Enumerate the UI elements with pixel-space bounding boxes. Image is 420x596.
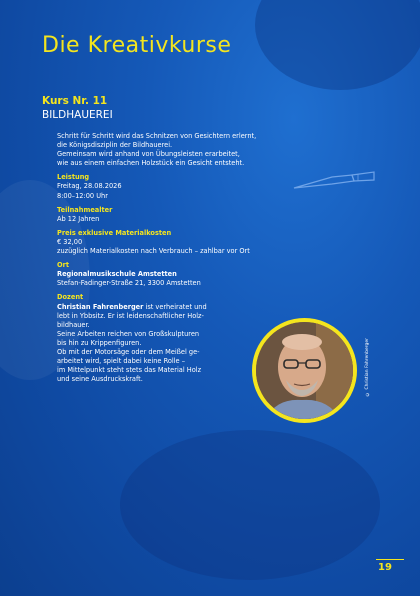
bio-line: bildhauer.: [57, 320, 90, 329]
intro-line: wie aus einem einfachen Holzstück ein Gesicht entsteht.: [57, 159, 245, 168]
price-value: [57, 238, 357, 256]
location-name: Regionalmusikschule Amstetten: [57, 270, 177, 279]
location-value: [57, 270, 357, 288]
instructor-name: Christian Fahrenberger: [57, 302, 144, 311]
intro-line: Gemeinsam wird anhand von Übungsleisten erarbeitet,: [57, 150, 240, 159]
page-number: 19: [378, 562, 392, 573]
portrait-image: [256, 322, 353, 419]
page-number-rule: [376, 559, 404, 560]
background-blot: [120, 430, 380, 580]
bio-line: Ob mit der Motorsäge oder dem Meißel ge-: [57, 347, 200, 356]
price-line: € 32,00: [57, 237, 83, 246]
leistung-line: 8:00–12:00 Uhr: [57, 191, 108, 200]
bio-line: Seine Arbeiten reichen von Großskulpturen: [57, 329, 200, 338]
bio-line: lebt in Ybbsitz. Er ist leidenschaftlicher Holz-: [57, 311, 204, 320]
background-blot: [255, 0, 420, 90]
bio-line: arbeitet wird, spielt dabei keine Rolle –: [57, 357, 186, 366]
leistung-value: [57, 182, 357, 200]
age-label: Teilnahmealter: [57, 205, 113, 214]
age-value: Ab 12 Jahren: [57, 214, 100, 223]
bio-line: und seine Ausdruckskraft.: [57, 375, 143, 384]
price-label: Preis exklusive Materialkosten: [57, 228, 172, 237]
leistung-line: Freitag, 28.08.2026: [57, 182, 122, 191]
instructor-bio-start: ist verheiratet und: [143, 302, 207, 311]
course-intro: [57, 132, 357, 168]
course-number: Kurs Nr. 11: [42, 95, 108, 107]
instructor-label: Dozent: [57, 293, 84, 302]
location-label: Ort: [57, 261, 70, 270]
instructor-photo: [256, 322, 353, 419]
page-title: Die Kreativkurse: [42, 33, 232, 58]
leistung-label: Leistung: [57, 173, 90, 182]
intro-line: Schritt für Schritt wird das Schnitzen von Gesichtern erlernt,: [57, 132, 257, 140]
course-name: BILDHAUEREI: [42, 109, 113, 121]
instructor-bio: [57, 303, 247, 385]
photo-credit: © Christian Fahrenberger: [365, 338, 370, 396]
bio-line: bis hin zu Krippenfiguren.: [57, 338, 142, 347]
intro-line: die Königsdisziplin der Bildhauerei.: [57, 141, 173, 150]
price-line: zuzüglich Materialkosten nach Verbrauch – zahlbar vor Ort: [57, 247, 250, 256]
bio-line: im Mittelpunkt steht stets das Material Holz: [57, 366, 202, 375]
location-address: Stefan-Fadinger-Straße 21, 3300 Amstetten: [57, 279, 201, 288]
